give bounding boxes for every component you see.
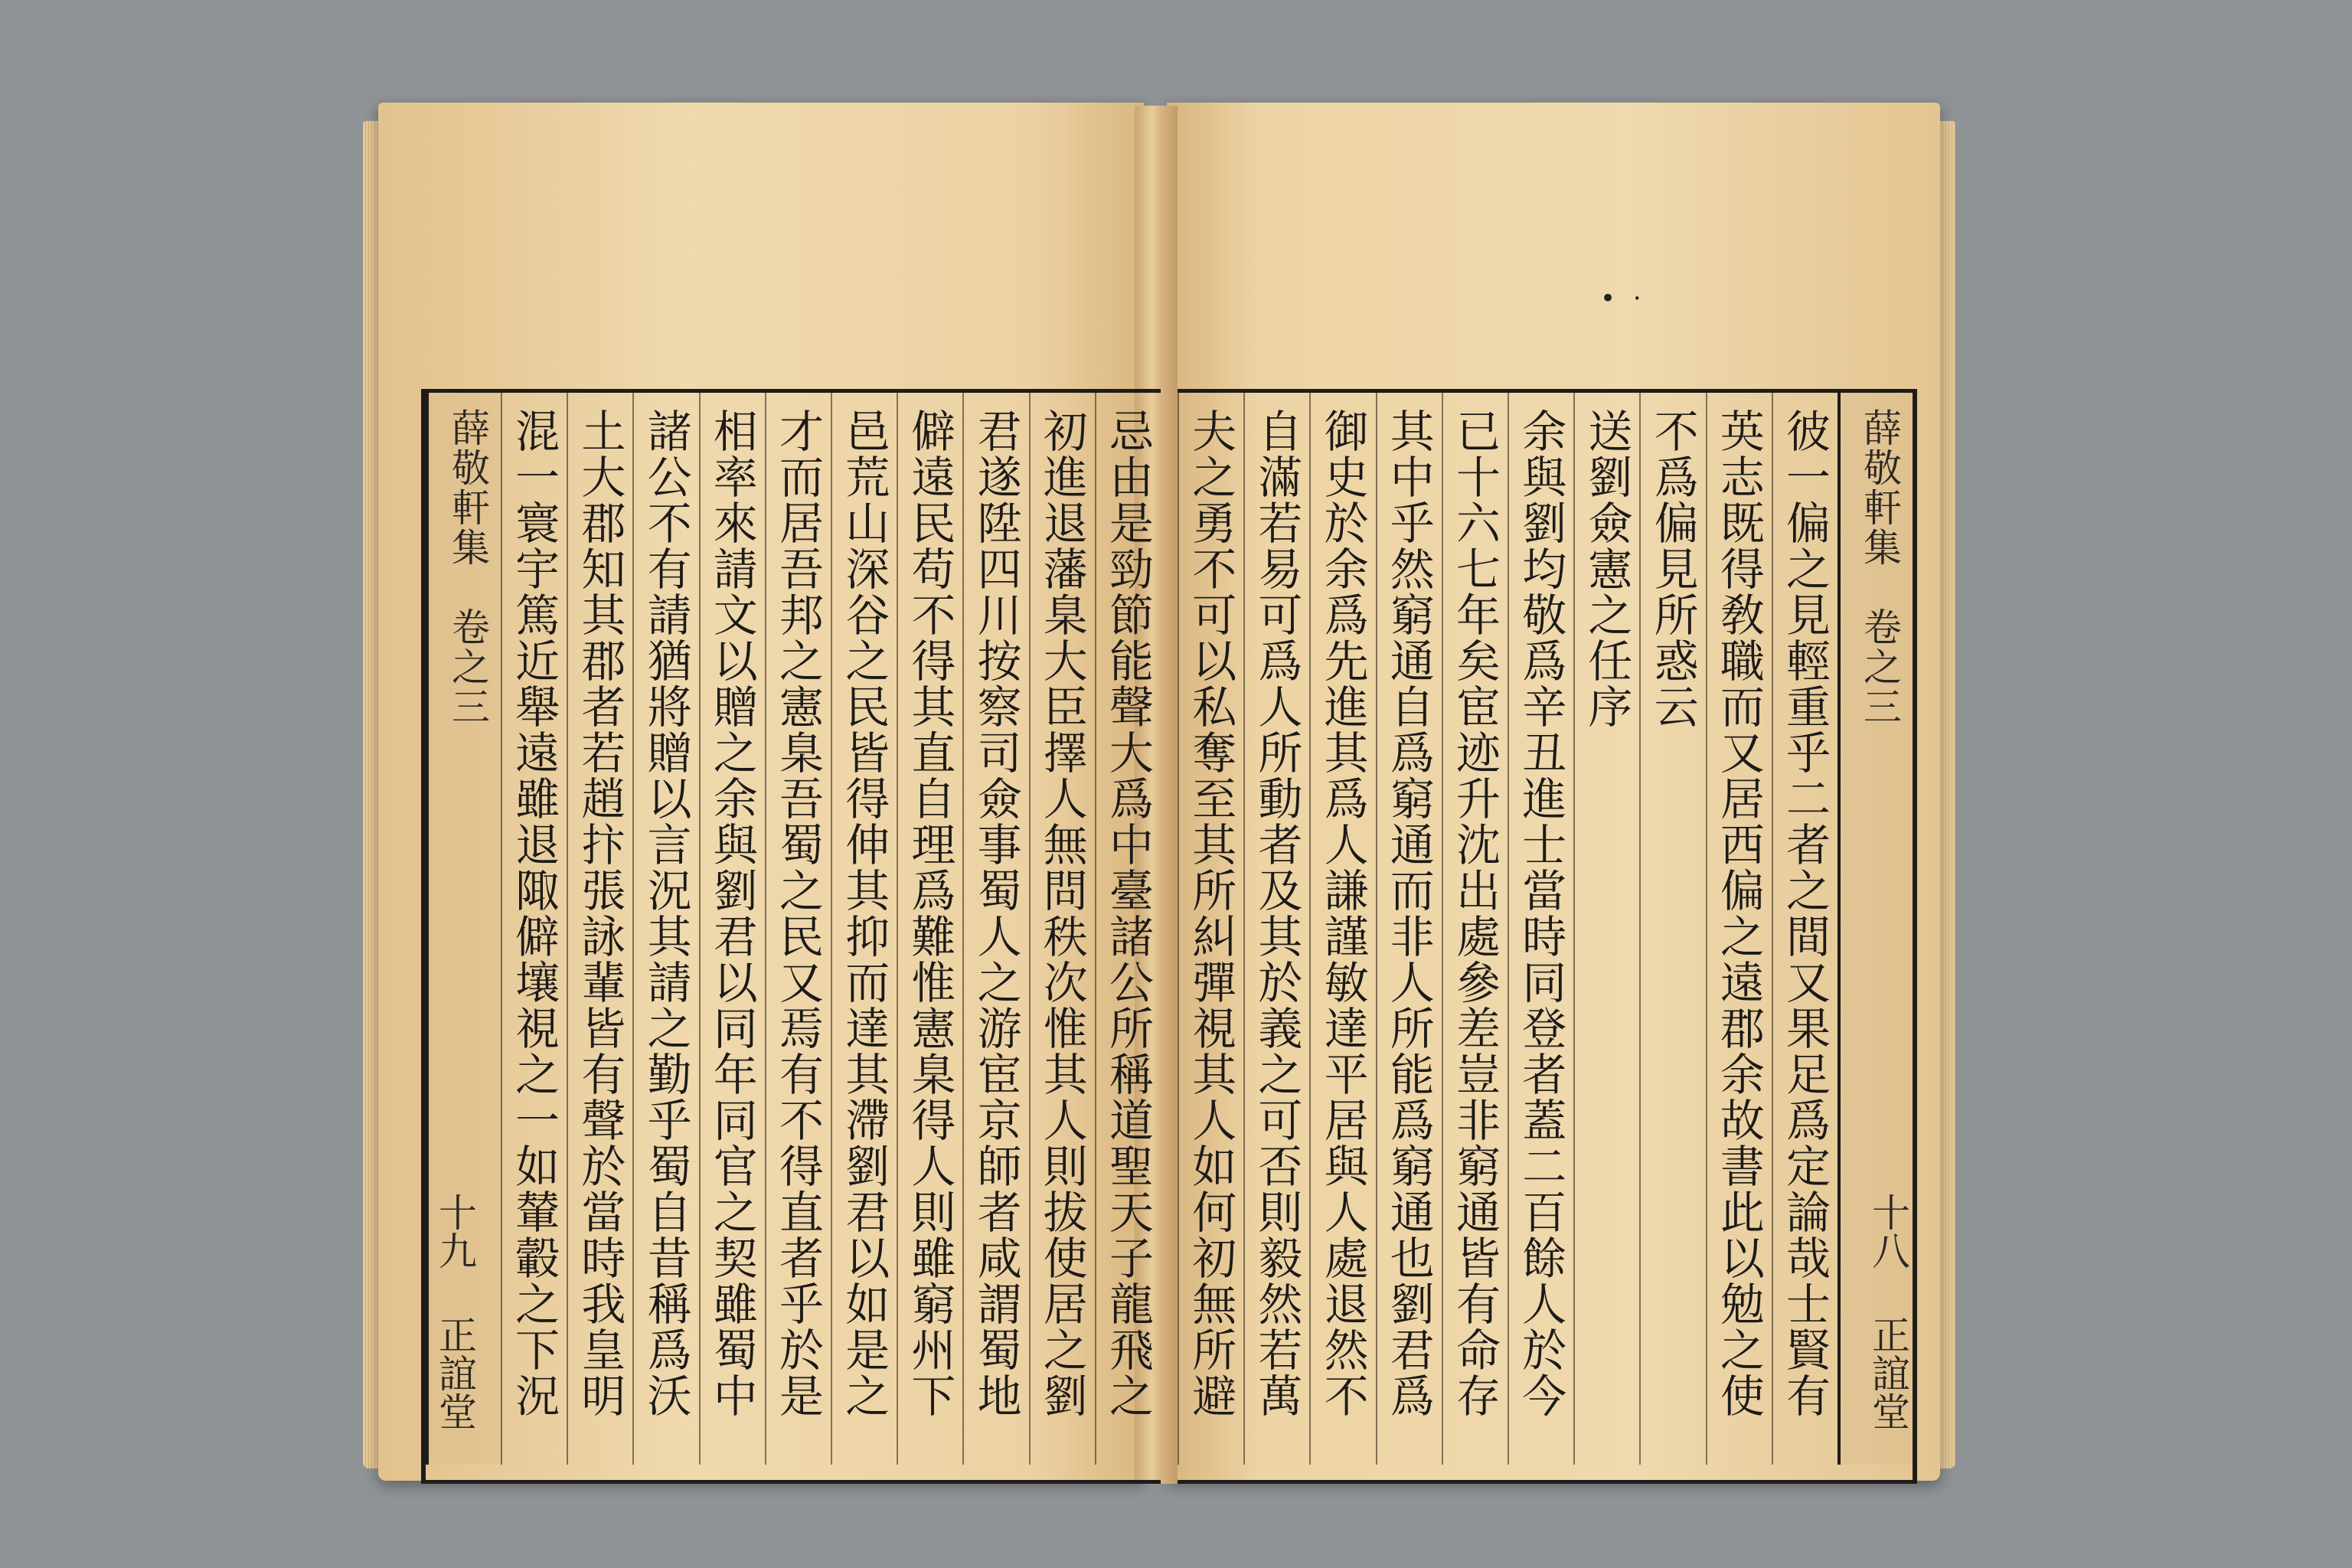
right-hall-name: 正誼堂: [1866, 1315, 1910, 1430]
right-page-number: 十八: [1866, 1193, 1910, 1269]
left-text-frame: [421, 389, 1161, 1484]
text-column: 不爲偏見所惑云: [1639, 393, 1705, 1465]
text-column: 余與劉均敬爲辛丑進士當時同登者蓋二百餘人於今: [1508, 393, 1573, 1465]
text-column: 忌由是勁節能聲大爲中臺諸公所稱道聖天子龍飛之: [1095, 393, 1161, 1465]
left-columns: [426, 393, 1161, 1480]
text-column: 夫之勇不可以私奪至其所糾彈視其人如何初無所避: [1178, 393, 1243, 1465]
text-column: 僻遠民苟不得其直自理爲難惟憲臬得人則雖窮州下: [897, 393, 962, 1465]
left-hall-name: 正誼堂: [433, 1315, 477, 1430]
open-book: [329, 90, 1968, 1491]
text-column: 御史於余爲先進其爲人謙謹敏達平居與人處退然不: [1309, 393, 1375, 1465]
left-margin-title: 薛敬軒集 卷之三: [426, 393, 501, 1465]
right-margin-title: 薛敬軒集 卷之三: [1838, 393, 1913, 1465]
text-column: 才而居吾邦之憲臬吾蜀之民又焉有不得直者乎於是: [765, 393, 831, 1465]
text-column: 彼一偏之見輕重乎二者之間又果足爲定論哉士賢有: [1772, 393, 1838, 1465]
text-column: 混一寰宇篤近舉遠雖退陬僻壤視之一如輦轂之下況: [501, 393, 567, 1465]
text-column: 初進退藩臬大臣擇人無問秩次惟其人則拔使居之劉: [1029, 393, 1095, 1465]
text-column: 英志既得敎職而又居西偏之遠郡余故書此以勉之使: [1706, 393, 1772, 1465]
text-column: 君遂陞四川按察司僉事蜀人之游宦京師者咸謂蜀地: [962, 393, 1028, 1465]
text-column: 諸公不有請猶將贈以言況其請之勤乎蜀自昔稱爲沃: [632, 393, 698, 1465]
text-column: 邑荒山深谷之民皆得伸其抑而達其滯劉君以如是之: [831, 393, 897, 1465]
right-text-frame: [1178, 389, 1917, 1484]
text-column: 土大郡知其郡者若趙抃張詠輩皆有聲於當時我皇明: [567, 393, 632, 1465]
ink-specks: • ·: [1600, 283, 1646, 314]
text-column: 相率來請文以贈之余與劉君以同年同官之契雖蜀中: [699, 393, 765, 1465]
text-column: 送劉僉憲之任序: [1573, 393, 1639, 1465]
text-column: 已十六七年矣宦迹升沈出處參差豈非窮通皆有命存: [1442, 393, 1508, 1465]
left-page-number: 十九: [433, 1193, 477, 1269]
right-columns: [1178, 393, 1913, 1480]
text-column: 自滿若易可爲人所動者及其於義之可否則毅然若萬: [1243, 393, 1309, 1465]
text-column: 其中乎然窮通自爲窮通而非人所能爲窮通也劉君爲: [1376, 393, 1442, 1465]
